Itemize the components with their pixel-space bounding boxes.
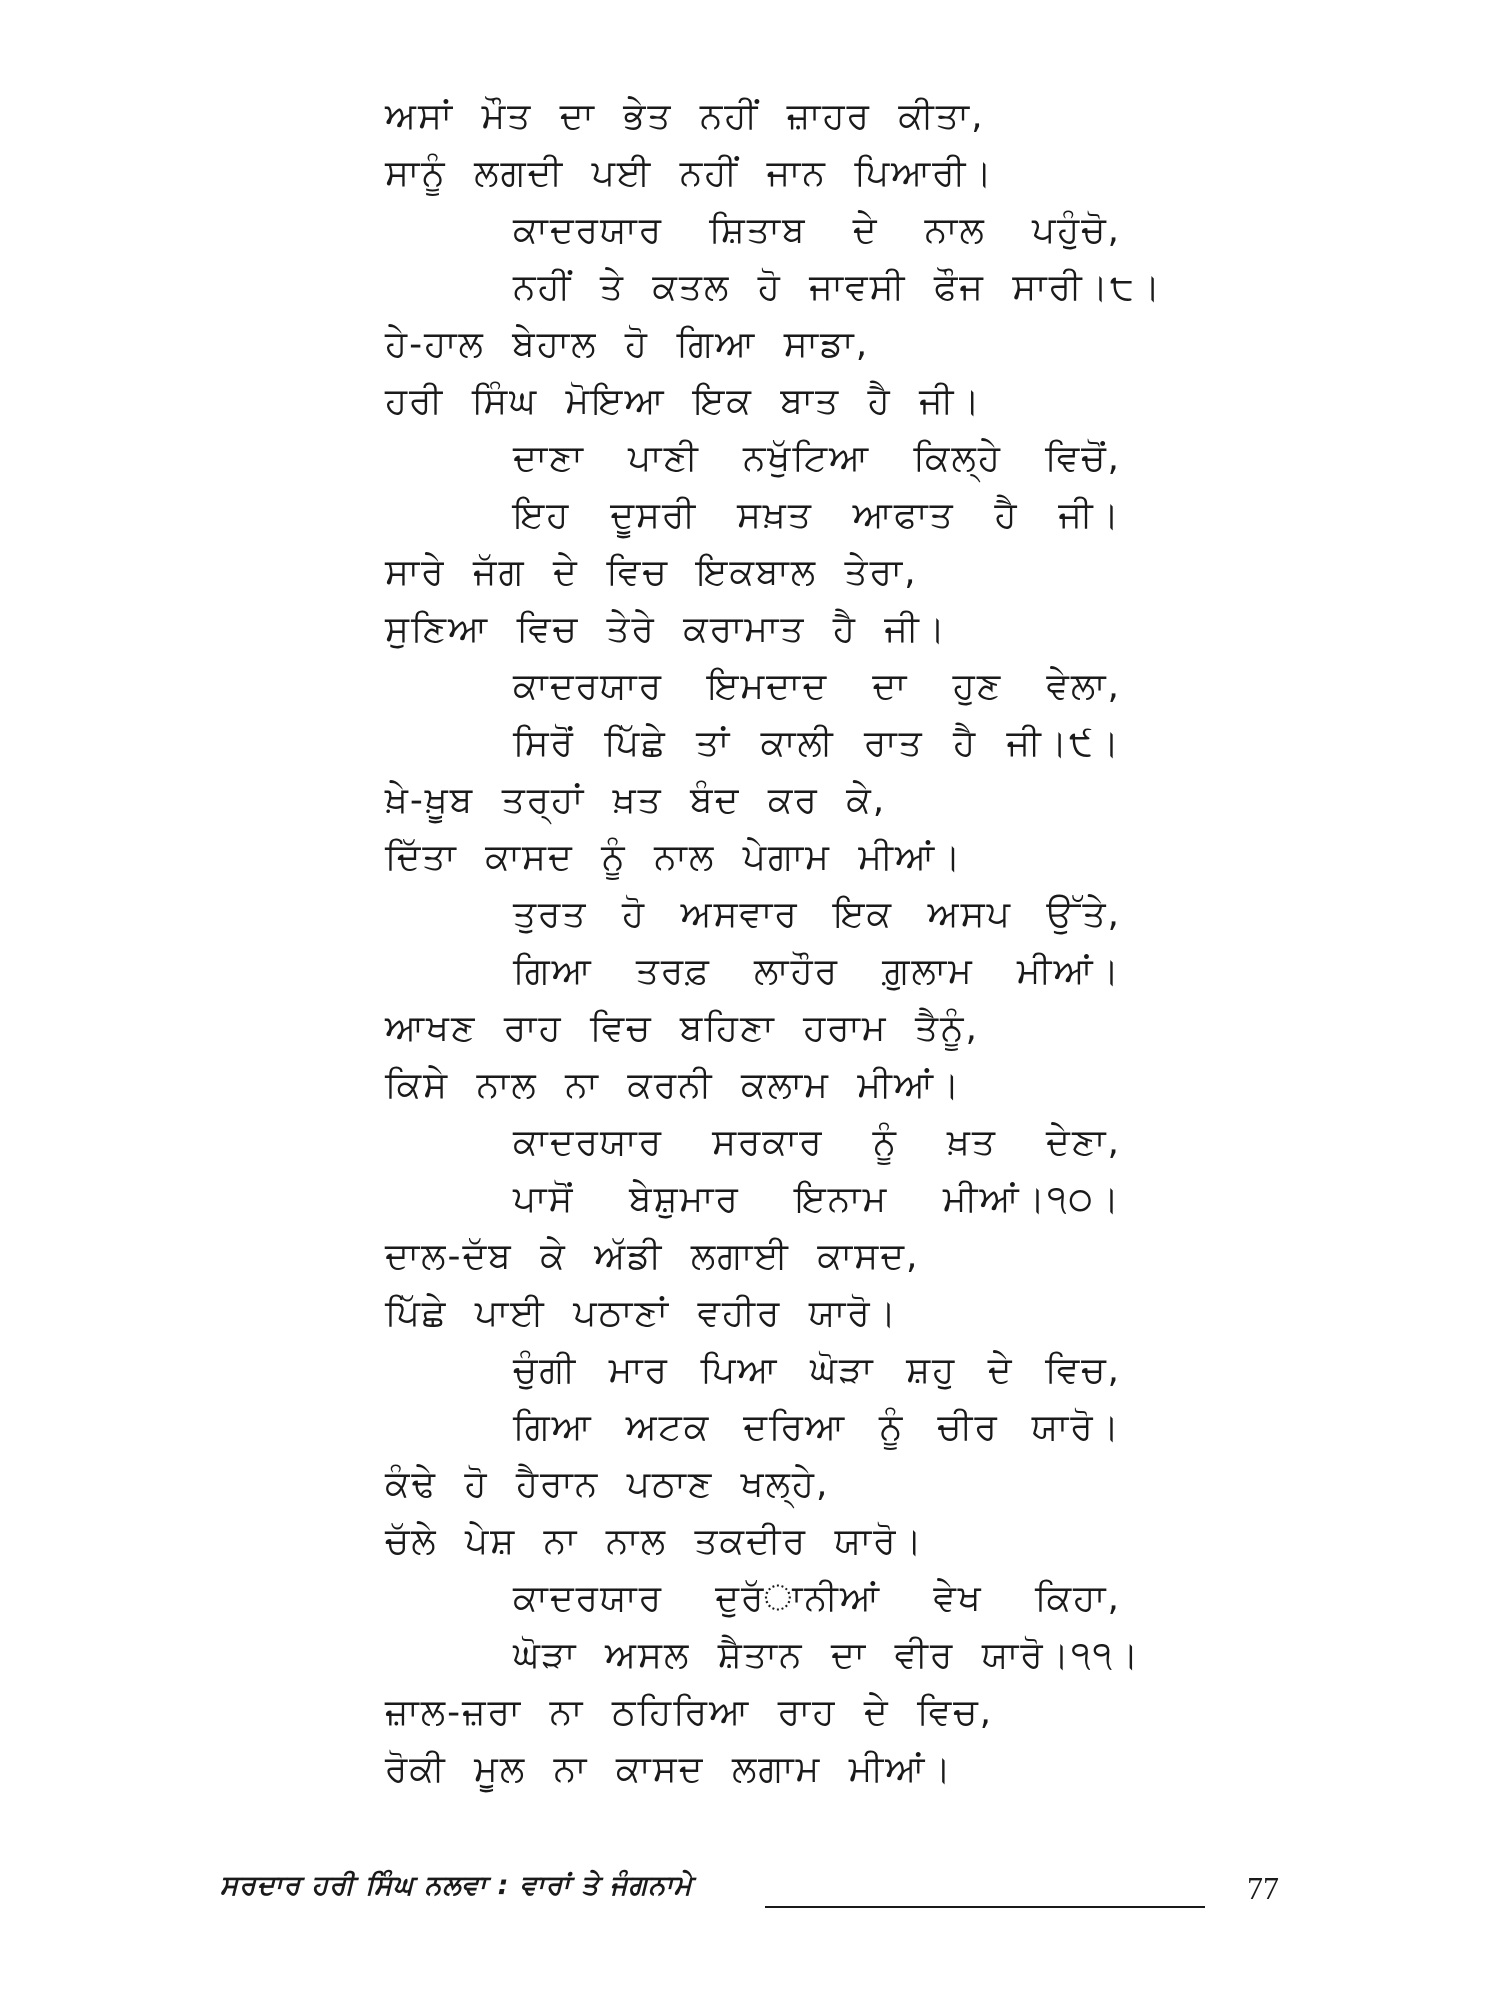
poem-line: ਕਾਦਰਯਾਰ ਇਮਦਾਦ ਦਾ ਹੁਣ ਵੇਲਾ, bbox=[513, 666, 1121, 707]
poem-line: ਹਰੀ ਸਿੰਘ ਮੋਇਆ ਇਕ ਬਾਤ ਹੈ ਜੀ। bbox=[385, 381, 982, 422]
poem-line: ਦਿੱਤਾ ਕਾਸਦ ਨੂੰ ਨਾਲ ਪੇਗਾਮ ਮੀਆਂ। bbox=[385, 837, 963, 878]
poem-line: ਕਾਦਰਯਾਰ ਸਰਕਾਰ ਨੂੰ ਖ਼ਤ ਦੇਣਾ, bbox=[513, 1122, 1121, 1163]
poem-line: ਸੁਣਿਆ ਵਿਚ ਤੇਰੇ ਕਰਾਮਾਤ ਹੈ ਜੀ। bbox=[385, 609, 948, 650]
poem-body bbox=[385, 88, 1163, 1798]
poem-line: ਤੁਰਤ ਹੋ ਅਸਵਾਰ ਇਕ ਅਸਪ ਉੱਤੇ, bbox=[513, 894, 1121, 935]
book-title: ਸਰਦਾਰ ਹਰੀ ਸਿੰਘ ਨਲਵਾ : ਵਾਰਾਂ ਤੇ ਜੰਗਨਾਮੇ bbox=[220, 1870, 693, 1901]
poem-line: ਘੋੜਾ ਅਸਲ ਸ਼ੈਤਾਨ ਦਾ ਵੀਰ ਯਾਰੋ।੧੧। bbox=[513, 1635, 1141, 1676]
poem-line: ਕਿਸੇ ਨਾਲ ਨਾ ਕਰਨੀ ਕਲਾਮ ਮੀਆਂ। bbox=[385, 1065, 962, 1106]
poem-line: ਸਾਨੂੰ ਲਗਦੀ ਪਈ ਨਹੀਂ ਜਾਨ ਪਿਆਰੀ। bbox=[385, 153, 994, 194]
poem-line: ਦਾਲ-ਦੱਬ ਕੇ ਅੱਡੀ ਲਗਾਈ ਕਾਸਦ, bbox=[385, 1236, 920, 1277]
poem-line: ਕਾਦਰਯਾਰ ਦੁਰੱਾਨੀਆਂ ਵੇਖ ਕਿਹਾ, bbox=[513, 1578, 1121, 1619]
poem-line: ਰੋਕੀ ਮੂਲ ਨਾ ਕਾਸਦ ਲਗਾਮ ਮੀਆਂ। bbox=[385, 1749, 953, 1790]
poem-line: ਚੱਲੇ ਪੇਸ਼ ਨਾ ਨਾਲ ਤਕਦੀਰ ਯਾਰੋ। bbox=[385, 1521, 924, 1562]
poem-line: ਗਿਆ ਅਟਕ ਦਰਿਆ ਨੂੰ ਚੀਰ ਯਾਰੋ। bbox=[513, 1407, 1121, 1448]
poem-line: ਖ਼ੇ-ਖ਼ੂਬ ਤਰ੍ਹਾਂ ਖ਼ਤ ਬੰਦ ਕਰ ਕੇ, bbox=[385, 780, 887, 821]
poem-line: ਅਸਾਂ ਮੌਤ ਦਾ ਭੇਤ ਨਹੀਂ ਜ਼ਾਹਰ ਕੀਤਾ, bbox=[385, 96, 985, 137]
poem-line: ਚੁੰਗੀ ਮਾਰ ਪਿਆ ਘੋੜਾ ਸ਼ਹੁ ਦੇ ਵਿਚ, bbox=[513, 1350, 1121, 1391]
poem-line: ਹੇ-ਹਾਲ ਬੇਹਾਲ ਹੋ ਗਿਆ ਸਾਡਾ, bbox=[385, 324, 870, 365]
poem-line: ਕੰਢੇ ਹੋ ਹੈਰਾਨ ਪਠਾਣ ਖਲ੍ਹੇ, bbox=[385, 1464, 830, 1505]
poem-line: ਸਿਰੋਂ ਪਿੱਛੇ ਤਾਂ ਕਾਲੀ ਰਾਤ ਹੈ ਜੀ।੯। bbox=[513, 723, 1121, 764]
poem-line: ਪਿੱਛੇ ਪਾਈ ਪਠਾਣਾਂ ਵਹੀਰ ਯਾਰੋ। bbox=[385, 1293, 899, 1334]
poem-line: ਇਹ ਦੂਸਰੀ ਸਖ਼ਤ ਆਫਾਤ ਹੈ ਜੀ। bbox=[513, 495, 1121, 536]
footer-divider bbox=[765, 1906, 1205, 1908]
poem-line: ਸਾਰੇ ਜੱਗ ਦੇ ਵਿਚ ਇਕਬਾਲ ਤੇਰਾ, bbox=[385, 552, 918, 593]
poem-line: ਕਾਦਰਯਾਰ ਸ਼ਿਤਾਬ ਦੇ ਨਾਲ ਪਹੁੰਚੋ, bbox=[513, 210, 1121, 251]
poem-line: ਜ਼ਾਲ-ਜ਼ਰਾ ਨਾ ਠਹਿਰਿਆ ਰਾਹ ਦੇ ਵਿਚ, bbox=[385, 1692, 994, 1733]
poem-line: ਆਖਣ ਰਾਹ ਵਿਚ ਬਹਿਣਾ ਹਰਾਮ ਤੈਨੂੰ, bbox=[385, 1008, 979, 1049]
poem-line: ਪਾਸੋਂ ਬੇਸ਼ੁਮਾਰ ਇਨਾਮ ਮੀਆਂ।੧੦। bbox=[513, 1179, 1121, 1220]
poem-line: ਦਾਣਾ ਪਾਣੀ ਨਖੁੱਟਿਆ ਕਿਲ੍ਹੇ ਵਿਚੋਂ, bbox=[513, 438, 1121, 479]
poem-line: ਨਹੀਂ ਤੇ ਕਤਲ ਹੋ ਜਾਵਸੀ ਫੌਜ ਸਾਰੀ।੮। bbox=[513, 267, 1163, 308]
poem-line: ਗਿਆ ਤਰਫ਼ ਲਾਹੌਰ ਗ਼ੁਲਾਮ ਮੀਆਂ। bbox=[513, 951, 1121, 992]
page-footer bbox=[220, 1870, 1290, 1910]
page-number: 77 bbox=[1247, 1870, 1279, 1906]
